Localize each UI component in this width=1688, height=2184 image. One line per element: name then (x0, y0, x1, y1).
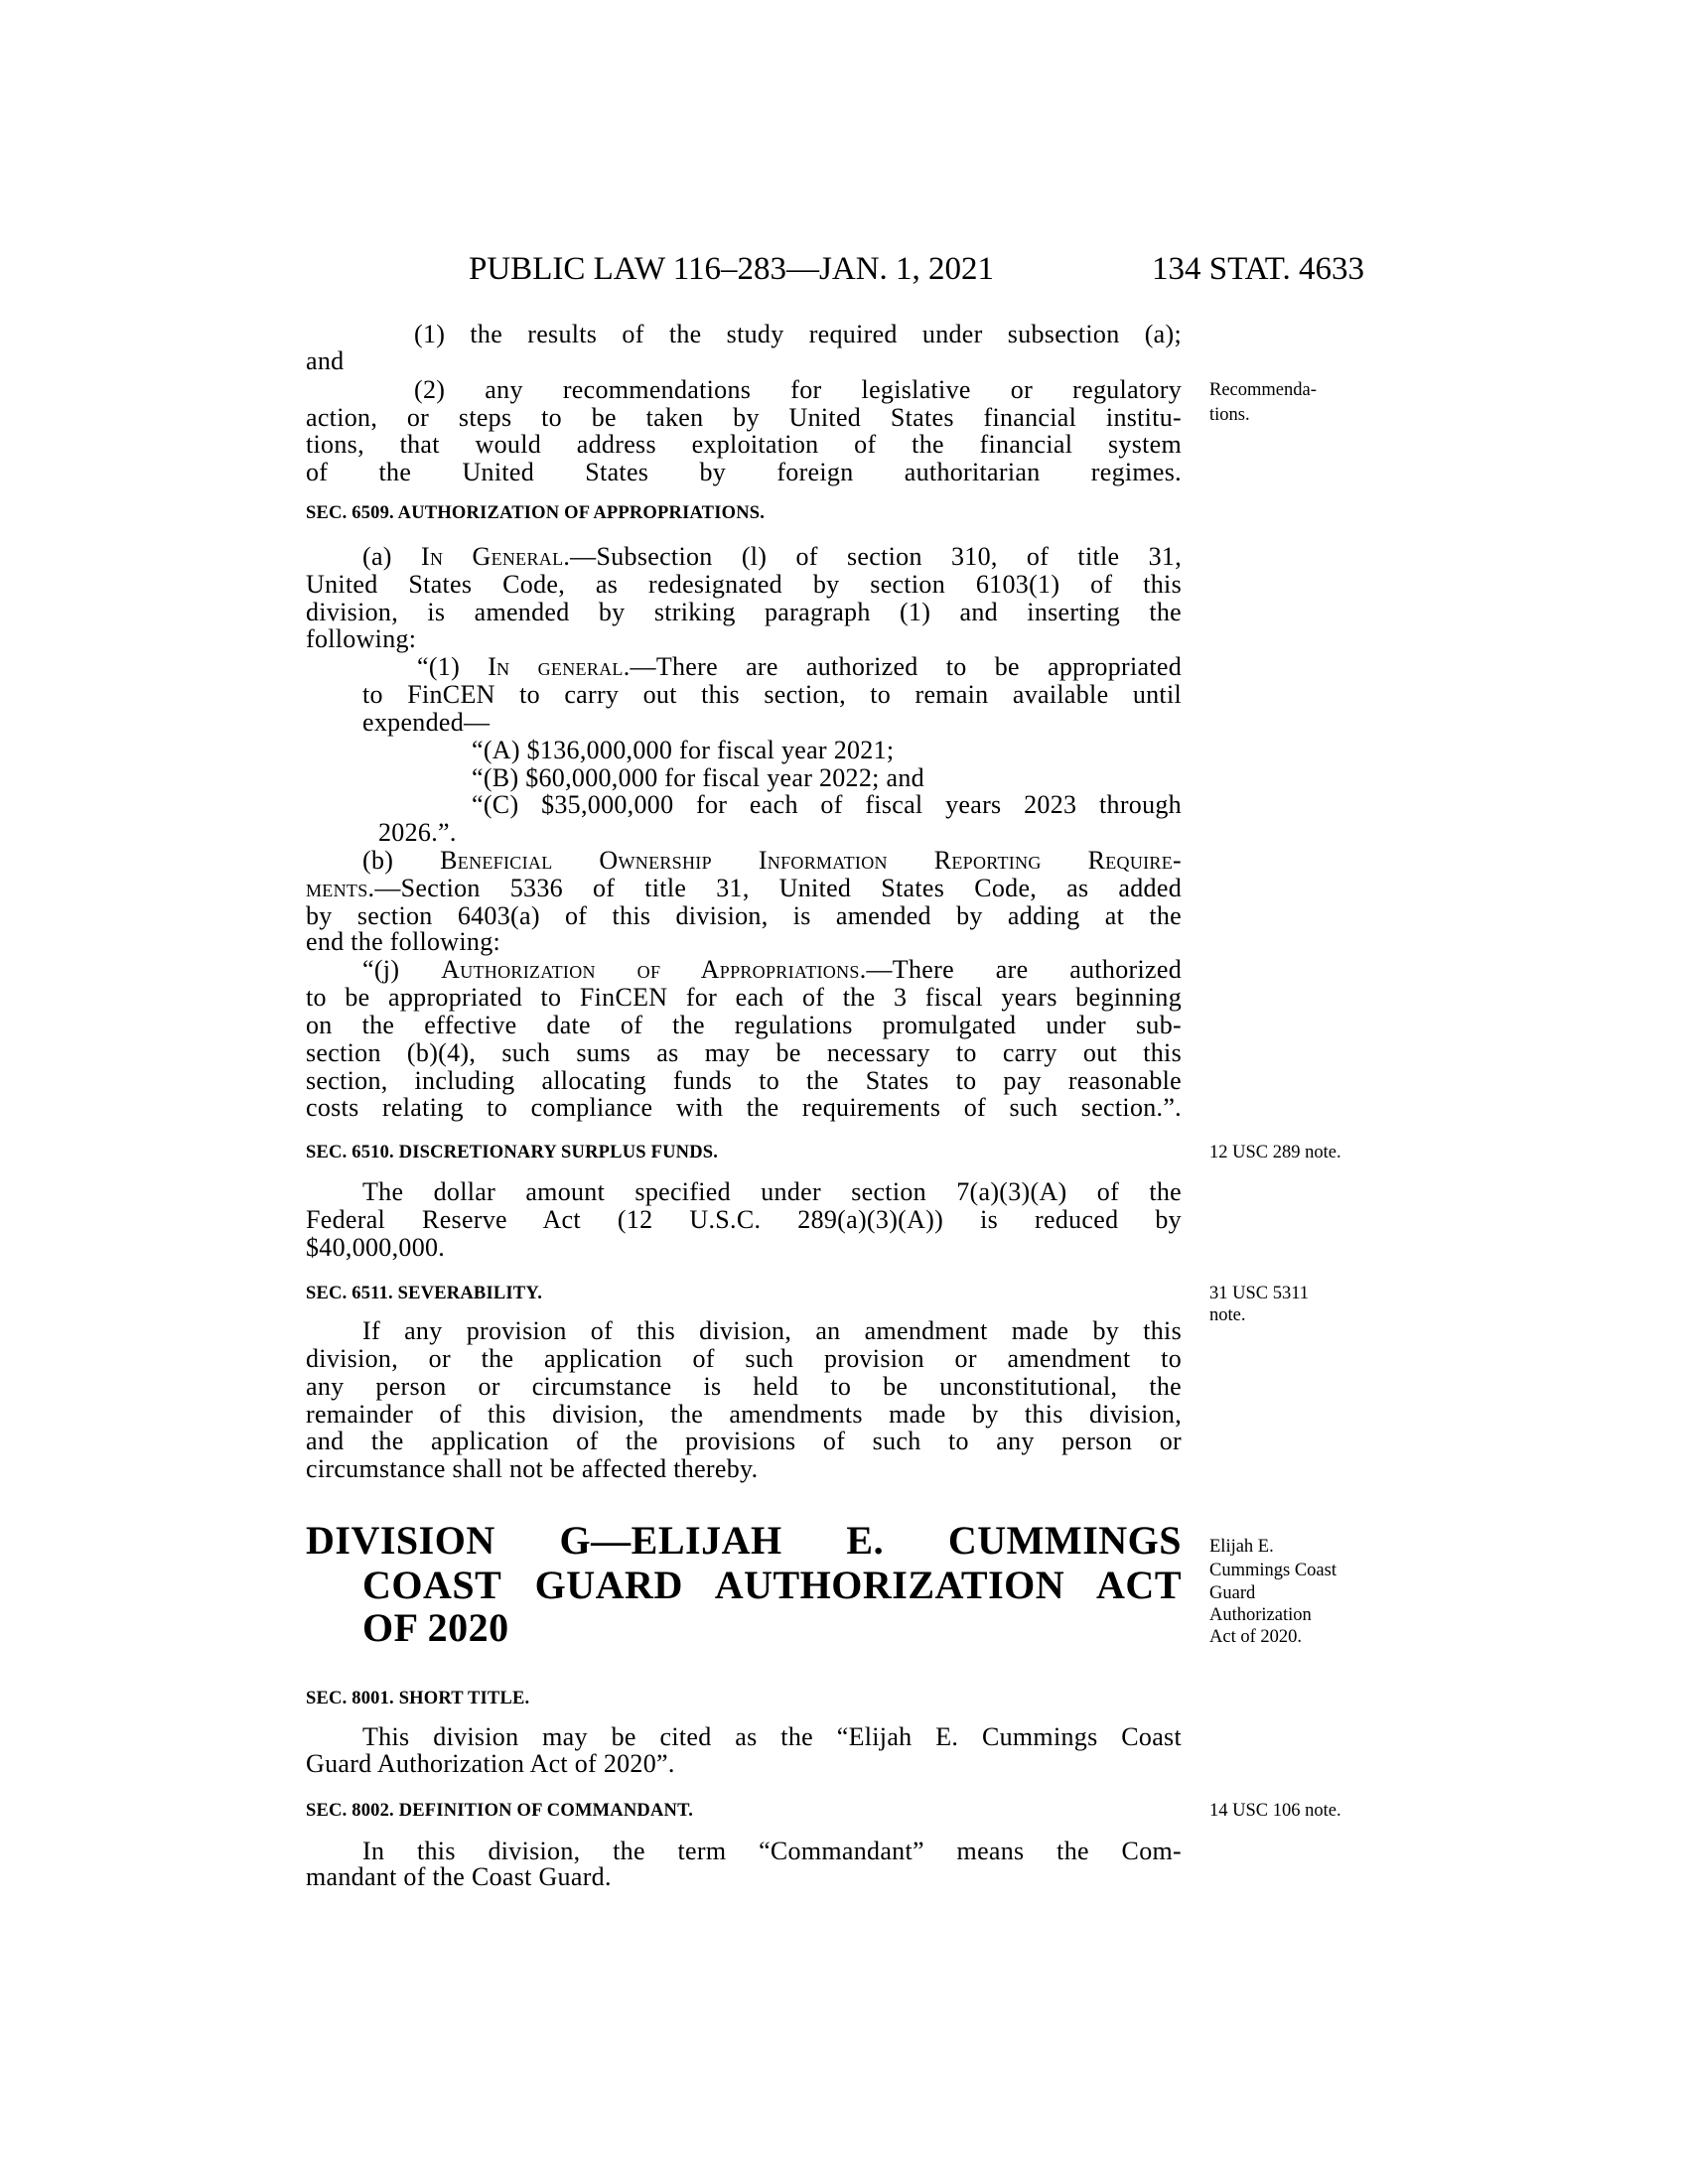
text-segment: DIVISION G—ELIJAH E. CUMMINGS (306, 1518, 1182, 1563)
text-line (306, 1067, 1182, 1095)
text-segment: mandant of the Coast Guard. (306, 1862, 612, 1891)
text-line (362, 681, 1182, 709)
margin-note: Recommenda- (1209, 380, 1317, 400)
section-heading (306, 499, 765, 527)
text-line (306, 984, 1182, 1012)
margin-note: Authorization (1209, 1605, 1312, 1625)
text-line (306, 1428, 1182, 1455)
margin-note: Elijah E. (1209, 1537, 1274, 1557)
text-line (362, 1838, 1182, 1865)
text-segment: and the application of the provisions of such to any person or (306, 1427, 1182, 1455)
text-segment: circumstance shall not be affected thereby. (306, 1454, 759, 1483)
section-heading (306, 1139, 718, 1166)
text-line (306, 1863, 612, 1891)
small-caps-heading: In general (488, 652, 624, 681)
text-line (414, 376, 1182, 404)
text-segment: .—There are authorized (859, 955, 1182, 984)
text-segment: (1) the results of the study required under subsection (a); (414, 320, 1182, 348)
text-line (306, 404, 1182, 432)
text-segment: remainder of this division, the amendments made by this division, (306, 1400, 1182, 1429)
text-segment: .—Subsection (l) of section 310, of title 31, (563, 542, 1182, 571)
text-segment: (2) any recommendations for legislative or regulatory (414, 375, 1182, 404)
text-segment: and (306, 346, 345, 375)
text-segment: (b) (362, 846, 441, 875)
text-segment: “(B) $60,000,000 for fiscal year 2022; and (472, 763, 924, 792)
text-segment: of the United States by foreign authoritarian regimes. (306, 458, 1182, 486)
text-line (306, 431, 1182, 459)
text-segment: “(A) $136,000,000 for fiscal year 2021; (472, 736, 895, 764)
text-segment: 2026.”. (378, 818, 457, 847)
text-line (306, 1455, 758, 1483)
text-line (417, 653, 1182, 681)
text-line (362, 1723, 1182, 1751)
text-line (362, 956, 1182, 984)
small-caps-heading: Beneficial Ownership Information Reporting Require- (440, 846, 1182, 875)
text-segment: any person or circumstance is held to be unconstitutional, the (306, 1372, 1182, 1401)
text-segment: costs relating to compliance with the requirements of such section.”. (306, 1093, 1182, 1122)
text-segment: The dollar amount specified under section 7(a)(3)(A) of the (362, 1177, 1182, 1206)
text-segment: If any provision of this division, an amendment made by this (362, 1316, 1182, 1345)
section-heading (306, 1797, 693, 1825)
text-line (472, 791, 1182, 819)
division-heading (306, 1519, 1182, 1563)
text-segment: SEC. 6509. AUTHORIZATION OF APPROPRIATIONS. (306, 503, 766, 523)
margin-note: 31 USC 5311 (1209, 1284, 1310, 1303)
text-line (306, 1094, 1182, 1122)
margin-note: Act of 2020. (1209, 1627, 1302, 1647)
text-segment: end the following: (306, 927, 501, 956)
text-segment: Guard Authorization Act of 2020”. (306, 1749, 675, 1778)
text-segment: SEC. 8002. DEFINITION OF COMMANDANT. (306, 1801, 694, 1821)
text-segment: by section 6403(a) of this division, is amended by adding at the (306, 901, 1182, 930)
division-heading (362, 1606, 509, 1650)
text-segment: on the effective date of the regulations promulgated under sub- (306, 1011, 1182, 1039)
text-line (306, 1012, 1182, 1039)
text-segment: “(1) (417, 652, 489, 681)
text-segment: .—Section 5336 of title 31, United States Code, as added (367, 874, 1182, 902)
text-line (306, 1206, 1182, 1234)
section-heading (306, 1280, 542, 1307)
division-heading (362, 1564, 1182, 1607)
text-line (306, 1039, 1182, 1067)
text-line (306, 1345, 1182, 1373)
small-caps-heading: In General (421, 542, 564, 571)
running-header-title: PUBLIC LAW 116–283—JAN. 1, 2021 (469, 251, 995, 287)
text-segment: action, or steps to be taken by United States financial institu- (306, 403, 1182, 432)
text-line (472, 737, 894, 764)
text-line (362, 543, 1182, 571)
text-segment: section, including allocating funds to the States to pay reasonable (306, 1066, 1182, 1095)
text-segment: SEC. 6511. SEVERABILITY. (306, 1284, 543, 1303)
text-line (306, 902, 1182, 930)
text-line (362, 709, 490, 737)
text-line (306, 875, 1182, 902)
text-line (414, 321, 1182, 348)
text-segment: “(j) (362, 955, 442, 984)
text-line (306, 928, 500, 956)
margin-note: tions. (1209, 405, 1250, 425)
margin-note: Cummings Coast (1209, 1561, 1336, 1580)
text-line (306, 1750, 675, 1778)
section-heading (306, 1685, 529, 1712)
text-segment: “(C) $35,000,000 for each of fiscal years 2023 through (472, 790, 1182, 819)
text-segment: OF 2020 (362, 1605, 509, 1650)
text-line (306, 599, 1182, 626)
text-line (362, 1317, 1182, 1345)
text-segment: SEC. 8001. SHORT TITLE. (306, 1689, 530, 1708)
text-segment: $40,000,000. (306, 1233, 446, 1262)
margin-note: note. (1209, 1305, 1246, 1325)
small-caps-heading: ments (306, 874, 368, 902)
text-line (306, 347, 344, 375)
text-segment: .—There are authorized to be appropriated (623, 652, 1183, 681)
text-line (472, 764, 924, 792)
margin-note: Guard (1209, 1583, 1256, 1603)
margin-note: 14 USC 106 note. (1209, 1801, 1341, 1821)
text-segment: tions, that would address exploitation of the financial system (306, 430, 1182, 459)
text-line (306, 1373, 1182, 1401)
text-segment: United States Code, as redesignated by section 6103(1) of this (306, 570, 1182, 599)
text-line (306, 1234, 445, 1262)
text-line (362, 1178, 1182, 1206)
small-caps-heading: Authorization of Appropriations (441, 955, 860, 984)
text-line (306, 459, 1182, 486)
text-segment: In this division, the term “Commandant” means the Com- (362, 1837, 1182, 1865)
page-number-stat: 134 STAT. 4633 (1152, 251, 1365, 287)
text-segment: This division may be cited as the “Elijah E. Cummings Coast (362, 1722, 1182, 1751)
text-segment: (a) (362, 542, 421, 571)
text-segment: section (b)(4), such sums as may be necessary to carry out this (306, 1038, 1182, 1067)
text-segment: following: (306, 624, 417, 653)
text-segment: Federal Reserve Act (12 U.S.C. 289(a)(3)(A)) is reduced by (306, 1205, 1182, 1234)
text-line (306, 1401, 1182, 1429)
text-segment: to be appropriated to FinCEN for each of the 3 fiscal years beginning (306, 983, 1182, 1012)
text-line (362, 847, 1182, 875)
text-segment: division, or the application of such provision or amendment to (306, 1344, 1182, 1373)
text-line (306, 625, 416, 653)
text-segment: SEC. 6510. DISCRETIONARY SURPLUS FUNDS. (306, 1143, 719, 1162)
text-segment: division, is amended by striking paragraph (1) and inserting the (306, 598, 1182, 626)
text-line (306, 571, 1182, 599)
margin-note: 12 USC 289 note. (1209, 1143, 1341, 1162)
text-segment: to FinCEN to carry out this section, to remain available until (362, 680, 1182, 709)
text-line (378, 819, 457, 847)
text-segment: COAST GUARD AUTHORIZATION ACT (362, 1563, 1182, 1607)
text-segment: expended— (362, 708, 491, 737)
